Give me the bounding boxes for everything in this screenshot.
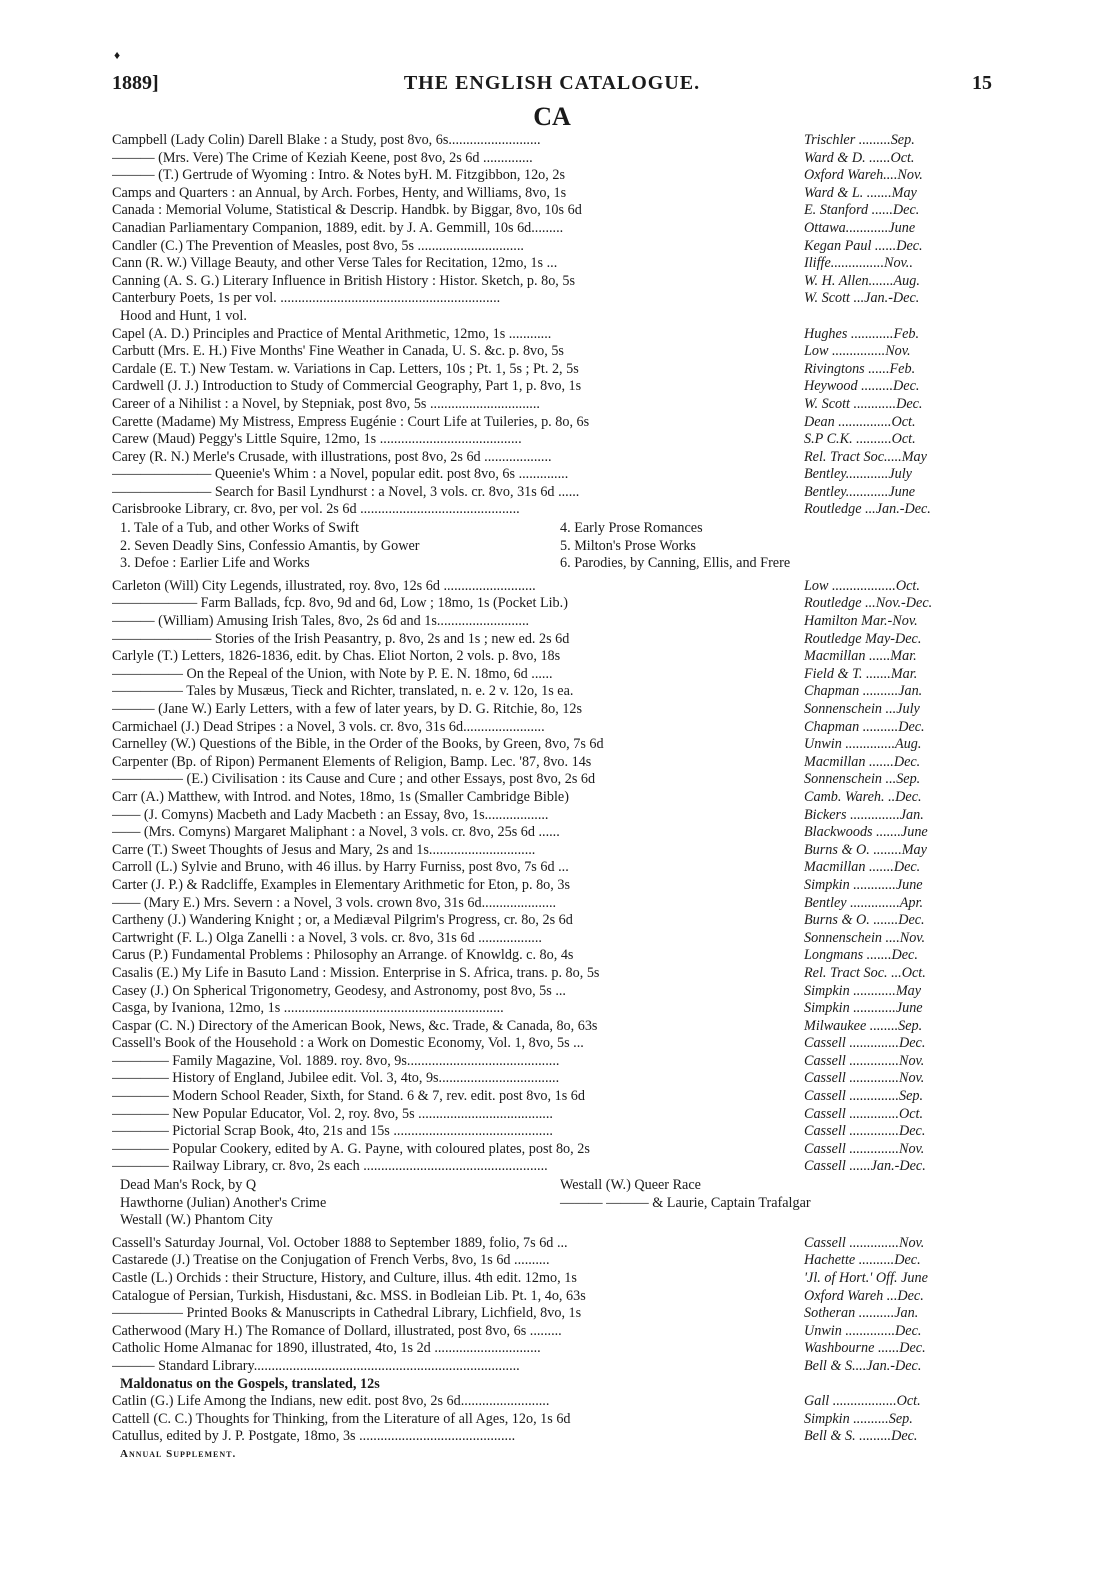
catalogue-entry xyxy=(112,343,992,361)
railway-library-list xyxy=(112,1177,992,1230)
entry-title: Casey (J.) On Spherical Trigonometry, Geodesy, and Astronomy, post 8vo, 5s ... xyxy=(112,982,566,999)
entry-publisher: Heywood .........Dec. xyxy=(804,378,920,395)
entry-title: ————— Tales by Musæus, Tieck and Richter, translated, n. e. 2 v. 12o, 1s ea. xyxy=(112,683,574,700)
entry-title: ——— (William) Amusing Irish Tales, 8vo, 2s 6d and 1s.......................... xyxy=(112,613,530,630)
continuation-note: Maldonatus on the Gospels, translated, 12s xyxy=(120,1375,380,1392)
entry-publisher: Blackwoods .......June xyxy=(804,824,928,841)
entry-publisher: Routledge May-Dec. xyxy=(804,630,922,647)
entry-publisher: Rel. Tract Soc.....May xyxy=(804,448,927,465)
catalogue-entry xyxy=(112,595,992,613)
entry-title: ————— (E.) Civilisation : its Cause and Cure ; and other Essays, post 8vo, 2s 6d xyxy=(112,771,596,788)
entry-title: Carnelley (W.) Questions of the Bible, in the Order of the Books, by Green, 8vo, 7s 6d xyxy=(112,736,604,753)
series-volume: 6. Parodies, by Canning, Ellis, and Frere xyxy=(560,555,791,572)
entry-publisher: Hachette ..........Dec. xyxy=(804,1252,921,1269)
catalogue-entry xyxy=(112,930,992,948)
catalogue-entry xyxy=(112,1053,992,1071)
entry-title: Cattell (C. C.) Thoughts for Thinking, from the Literature of all Ages, 12o, 1s 6d xyxy=(112,1410,571,1427)
entry-publisher: Cassell ..............Nov. xyxy=(804,1140,925,1157)
entries-group-b xyxy=(112,326,992,520)
catalogue-page xyxy=(112,70,992,1460)
entries-group-a xyxy=(112,132,992,308)
catalogue-entry xyxy=(112,631,992,649)
entry-publisher: Low ...............Nov. xyxy=(804,343,911,360)
entry-title: Carroll (L.) Sylvie and Bruno, with 46 illus. by Harry Furniss, post 8vo, 7s 6d ... xyxy=(112,859,569,876)
entry-publisher: Bentley ..............Apr. xyxy=(804,894,923,911)
entry-publisher: Trischler .........Sep. xyxy=(804,132,915,148)
catalogue-entry xyxy=(112,326,992,344)
catalogue-entry xyxy=(112,1035,992,1053)
entry-title: ———— Modern School Reader, Sixth, for Stand. 6 & 7, rev. edit. post 8vo, 1s 6d xyxy=(112,1088,585,1105)
entry-publisher: W. Scott ...Jan.-Dec. xyxy=(804,290,920,307)
entry-publisher: S.P C.K. ..........Oct. xyxy=(804,431,916,448)
entry-title: Cassell's Book of the Household : a Work on Domestic Economy, Vol. 1, 8vo, 5s ... xyxy=(112,1035,584,1052)
entry-publisher: Ward & D. ......Oct. xyxy=(804,149,915,166)
entry-publisher: Macmillan .......Dec. xyxy=(804,859,921,876)
entry-title: Carpenter (Bp. of Ripon) Permanent Elements of Religion, Bamp. Lec. '87, 8vo. 14s xyxy=(112,753,592,770)
entry-publisher: W. H. Allen.......Aug. xyxy=(804,272,920,289)
carisbrooke-series-list xyxy=(112,520,992,573)
entry-title: ——— (Mrs. Vere) The Crime of Keziah Keene, post 8vo, 2s 6d .............. xyxy=(112,149,533,166)
entry-title: Canning (A. S. G.) Literary Influence in British History : Histor. Sketch, p. 8o, 5s xyxy=(112,272,576,289)
entry-publisher: Bentley............July xyxy=(804,466,912,483)
entry-title: ——— (Jane W.) Early Letters, with a few of later years, by D. G. Ritchie, 8o, 12s xyxy=(112,701,583,717)
catalogue-entry xyxy=(112,1340,992,1358)
catalogue-entry xyxy=(112,1070,992,1088)
entry-title: Carette (Madame) My Mistress, Empress Eugénie : Court Life at Tuileries, p. 8o, 6s xyxy=(112,413,590,430)
entry-publisher: Macmillan ......Mar. xyxy=(804,648,917,665)
entry-title: Carter (J. P.) & Radcliffe, Examples in Elementary Arithmetic for Eton, p. 8o, 3s xyxy=(112,876,570,893)
entry-title: Campbell (Lady Colin) Darell Blake : a Study, post 8vo, 6s.......................... xyxy=(112,132,541,148)
entry-title: Capel (A. D.) Principles and Practice of Mental Arithmetic, 12mo, 1s ............ xyxy=(112,325,552,342)
entry-publisher: Sotheran ..........Jan. xyxy=(804,1305,919,1322)
page-number: 15 xyxy=(972,72,992,94)
entry-title: Candler (C.) The Prevention of Measles, post 8vo, 5s .............................. xyxy=(112,237,524,254)
catalogue-entry xyxy=(112,666,992,684)
section-letter: CA xyxy=(533,102,571,131)
entry-title: Cartheny (J.) Wandering Knight ; or, a Mediæval Pilgrim's Progress, cr. 8o, 2s 6d xyxy=(112,912,573,929)
catalogue-entry xyxy=(112,947,992,965)
entry-publisher: Sonnenschein ....Nov. xyxy=(804,929,926,946)
series-volume: 2. Seven Deadly Sins, Confessio Amantis, by Gower xyxy=(120,537,420,554)
entry-title: ——————— Stories of the Irish Peasantry, p. 8vo, 2s and 1s ; new ed. 2s 6d xyxy=(112,630,570,647)
entry-publisher: Rivingtons ......Feb. xyxy=(804,360,916,377)
entry-title: Career of a Nihilist : a Novel, by Stepniak, post 8vo, 5s ............................... xyxy=(112,395,540,412)
entry-publisher: Simpkin ............June xyxy=(804,1000,923,1017)
catalogue-entry xyxy=(112,1158,992,1176)
page-header xyxy=(112,70,992,104)
catalogue-entry xyxy=(112,701,992,719)
entry-title: ————— On the Repeal of the Union, with Note by P. E. N. 18mo, 6d ...... xyxy=(112,665,553,682)
series-volume: Dead Man's Rock, by Q xyxy=(120,1177,257,1194)
catalogue-entry xyxy=(112,1393,992,1411)
entry-title: Carew (Maud) Peggy's Little Squire, 12mo, 1s ........................................ xyxy=(112,431,522,448)
entry-title: Canterbury Poets, 1s per vol. .............................................................. xyxy=(112,290,501,307)
catalogue-entry xyxy=(112,1288,992,1306)
catalogue-entry xyxy=(112,185,992,203)
entry-publisher: Cassell ..............Oct. xyxy=(804,1105,924,1122)
entry-title: Casga, by Ivaniona, 12mo, 1s .............................................................. xyxy=(112,1000,504,1017)
catalogue-entry xyxy=(112,1323,992,1341)
catalogue-entry xyxy=(112,719,992,737)
entry-title: Carmichael (J.) Dead Stripes : a Novel, 3 vols. cr. 8vo, 31s 6d....................... xyxy=(112,718,545,735)
entry-title: Cardwell (J. J.) Introduction to Study of Commercial Geography, Part 1, p. 8vo, 1s xyxy=(112,378,582,395)
ink-mark: ♦ xyxy=(114,48,121,62)
catalogue-entry xyxy=(112,449,992,467)
catalogue-entry xyxy=(112,238,992,256)
entry-publisher: Cassell ..............Dec. xyxy=(804,1035,926,1052)
catalogue-entry xyxy=(112,273,992,291)
catalogue-entry xyxy=(112,501,992,519)
series-volume: 4. Early Prose Romances xyxy=(560,520,703,537)
entry-publisher: Simpkin ..........Sep. xyxy=(804,1410,913,1427)
entry-title: Castarede (J.) Treatise on the Conjugation of French Verbs, 8vo, 1s 6d .......... xyxy=(112,1252,550,1269)
entry-title: ———— New Popular Educator, Vol. 2, roy. 8vo, 5s ...................................... xyxy=(112,1105,553,1122)
catalogue-entry xyxy=(112,255,992,273)
catalogue-entry xyxy=(112,378,992,396)
entry-title: ———— Popular Cookery, edited by A. G. Payne, with coloured plates, post 8o, 2s xyxy=(112,1140,590,1157)
entry-title: Cann (R. W.) Village Beauty, and other Verse Tales for Recitation, 12mo, 1s ... xyxy=(112,255,558,272)
page-footer: Annual Supplement. xyxy=(120,1447,237,1460)
entry-publisher: Simpkin ............June xyxy=(804,876,923,893)
catalogue-entry xyxy=(112,648,992,666)
entry-publisher: Cassell ..............Nov. xyxy=(804,1052,925,1069)
entry-title: Carey (R. N.) Merle's Crusade, with illustrations, post 8vo, 2s 6d ................... xyxy=(112,448,552,465)
entry-publisher: 'Jl. of Hort.' Off. June xyxy=(804,1270,928,1286)
catalogue-entry xyxy=(112,736,992,754)
entry-publisher: Cassell ..............Dec. xyxy=(804,1123,926,1140)
catalogue-entry xyxy=(112,983,992,1001)
entry-title: Carre (T.) Sweet Thoughts of Jesus and Mary, 2s and 1s.............................. xyxy=(112,841,536,858)
entry-publisher: Routledge ...Jan.-Dec. xyxy=(804,501,931,518)
entry-title: ——————— Search for Basil Lyndhurst : a Novel, 3 vols. cr. 8vo, 31s 6d ...... xyxy=(112,483,580,500)
series-volume: ——— ——— & Laurie, Captain Trafalgar xyxy=(560,1194,811,1211)
entry-publisher: Routledge ...Nov.-Dec. xyxy=(804,595,933,612)
entry-title: ——— (T.) Gertrude of Wyoming : Intro. & Notes byH. M. Fitzgibbon, 12o, 2s xyxy=(112,167,565,184)
entry-title: ————— Printed Books & Manuscripts in Cathedral Library, Lichfield, 8vo, 1s xyxy=(112,1305,582,1322)
entry-publisher: E. Stanford ......Dec. xyxy=(804,202,920,219)
entry-title: Catlin (G.) Life Among the Indians, new edit. post 8vo, 2s 6d......................... xyxy=(112,1393,550,1410)
entry-publisher: Burns & O. .......Dec. xyxy=(804,912,925,929)
entry-publisher: Kegan Paul ......Dec. xyxy=(804,237,923,254)
series-volume: Hawthorne (Julian) Another's Crime xyxy=(120,1194,327,1211)
catalogue-entry xyxy=(112,877,992,895)
series-volume: Westall (W.) Queer Race xyxy=(560,1177,701,1194)
catalogue-entry xyxy=(112,754,992,772)
catalogue-entry xyxy=(112,290,992,308)
entry-publisher: Cassell ..............Nov. xyxy=(804,1070,925,1087)
entry-title: Carus (P.) Fundamental Problems : Philosophy an Arrange. of Knowldg. c. 8o, 4s xyxy=(112,947,574,964)
catalogue-entry xyxy=(112,396,992,414)
entries-group-c xyxy=(112,578,992,1176)
catalogue-entry xyxy=(112,1428,992,1446)
entry-title: Carleton (Will) City Legends, illustrated, roy. 8vo, 12s 6d .......................... xyxy=(112,577,536,594)
catalogue-entry xyxy=(112,1018,992,1036)
entry-title: Catherwood (Mary H.) The Romance of Dollard, illustrated, post 8vo, 6s ......... xyxy=(112,1322,562,1339)
entry-title: —————— Farm Ballads, fcp. 8vo, 9d and 6d, Low ; 18mo, 1s (Pocket Lib.) xyxy=(112,595,568,612)
catalogue-entry xyxy=(112,1235,992,1253)
entry-title: Carlyle (T.) Letters, 1826-1836, edit. by Chas. Eliot Norton, 2 vols. p. 8vo, 18s xyxy=(112,648,561,665)
catalogue-entry xyxy=(112,789,992,807)
entry-publisher: Chapman ..........Dec. xyxy=(804,718,925,735)
catalogue-entry xyxy=(112,842,992,860)
entry-publisher: Bell & S....Jan.-Dec. xyxy=(804,1357,922,1374)
catalogue-entry xyxy=(112,912,992,930)
entry-title: Catullus, edited by J. P. Postgate, 18mo, 3s ............................................ xyxy=(112,1428,516,1445)
entry-publisher: Rel. Tract Soc. ...Oct. xyxy=(804,964,926,981)
entry-publisher: Hughes ............Feb. xyxy=(804,325,920,342)
entry-publisher: Macmillan .......Dec. xyxy=(804,753,921,770)
catalogue-entry xyxy=(112,613,992,631)
header-title: THE ENGLISH CATALOGUE. xyxy=(403,72,701,94)
entry-publisher: W. Scott ............Dec. xyxy=(804,395,923,412)
entry-publisher: Cassell ..............Nov. xyxy=(804,1234,925,1251)
entry-publisher: Bentley............June xyxy=(804,483,916,500)
entry-title: ———— Pictorial Scrap Book, 4to, 21s and 15s ............................................. xyxy=(112,1123,553,1140)
entry-publisher: Washbourne ......Dec. xyxy=(804,1340,926,1357)
entry-publisher: Unwin ..............Aug. xyxy=(804,736,922,753)
entry-publisher: Cassell ..............Sep. xyxy=(804,1088,924,1105)
entry-publisher: Chapman ..........Jan. xyxy=(804,683,923,700)
catalogue-entry xyxy=(112,1106,992,1124)
entry-publisher: Burns & O. ........May xyxy=(804,841,927,858)
entry-publisher: Ward & L. .......May xyxy=(804,184,917,201)
entry-publisher: Simpkin ............May xyxy=(804,982,922,999)
catalogue-entry xyxy=(112,167,992,185)
entry-publisher: Sonnenschein ...July xyxy=(804,701,920,717)
catalogue-entry xyxy=(112,771,992,789)
catalogue-entry xyxy=(112,1123,992,1141)
continuation-note: Hood and Hunt, 1 vol. xyxy=(120,307,247,324)
catalogue-entry xyxy=(112,1358,992,1376)
series-volume xyxy=(560,1212,990,1230)
entry-title: Catalogue of Persian, Turkish, Hisdustani, &c. MSS. in Bodleian Lib. Pt. 1, 4o, 63s xyxy=(112,1287,586,1304)
entry-publisher: Low ..................Oct. xyxy=(804,577,920,594)
catalogue-entry xyxy=(112,150,992,168)
catalogue-entry xyxy=(112,1141,992,1159)
entry-title: Camps and Quarters : an Annual, by Arch. Forbes, Henty, and Williams, 8vo, 1s xyxy=(112,184,567,201)
entry-title: —— (Mary E.) Mrs. Severn : a Novel, 3 vols. crown 8vo, 31s 6d..................... xyxy=(112,894,557,911)
entry-publisher: Cassell ......Jan.-Dec. xyxy=(804,1158,926,1175)
catalogue-entry xyxy=(112,1411,992,1429)
catalogue-entry xyxy=(112,414,992,432)
entry-title: Cardale (E. T.) New Testam. w. Variations in Cap. Letters, 10s ; Pt. 1, 5s ; Pt. 2, 5s xyxy=(112,360,579,377)
entry-publisher: Gall ..................Oct. xyxy=(804,1393,921,1410)
catalogue-entry xyxy=(112,220,992,238)
entry-publisher: Field & T. .......Mar. xyxy=(804,665,918,682)
series-volume: Westall (W.) Phantom City xyxy=(120,1212,273,1229)
series-volume: 1. Tale of a Tub, and other Works of Swift xyxy=(120,520,359,537)
entry-title: ——— Standard Library........................................................................... xyxy=(112,1357,520,1374)
catalogue-entry xyxy=(112,361,992,379)
entry-publisher: Bell & S. .........Dec. xyxy=(804,1428,918,1445)
catalogue-entry xyxy=(112,484,992,502)
catalogue-entry xyxy=(112,1088,992,1106)
catalogue-entry xyxy=(112,683,992,701)
entries-group-d xyxy=(112,1235,992,1376)
entry-publisher: Oxford Wareh ...Dec. xyxy=(804,1287,924,1304)
entry-title: Carisbrooke Library, cr. 8vo, per vol. 2s 6d ............................................. xyxy=(112,501,520,518)
entry-title: Canadian Parliamentary Companion, 1889, edit. by J. A. Gemmill, 10s 6d......... xyxy=(112,219,564,236)
entry-publisher: Sonnenschein ...Sep. xyxy=(804,771,921,788)
series-volume: 3. Defoe : Earlier Life and Works xyxy=(120,555,310,572)
catalogue-entry xyxy=(112,1305,992,1323)
entry-publisher: Bickers ..............Jan. xyxy=(804,806,924,823)
entry-title: Cassell's Saturday Journal, Vol. October 1888 to September 1889, folio, 7s 6d ... xyxy=(112,1234,568,1251)
entry-title: ———— Railway Library, cr. 8vo, 2s each .................................................... xyxy=(112,1158,548,1175)
series-volume: 5. Milton's Prose Works xyxy=(560,537,696,554)
entry-title: —— (J. Comyns) Macbeth and Lady Macbeth : an Essay, 8vo, 1s.................. xyxy=(112,806,549,823)
entry-title: Caspar (C. N.) Directory of the American Book, News, &c. Trade, & Canada, 8o, 63s xyxy=(112,1017,598,1034)
entry-publisher: Oxford Wareh....Nov. xyxy=(804,167,923,184)
entry-publisher: Dean ...............Oct. xyxy=(804,413,916,430)
entry-title: Cartwright (F. L.) Olga Zanelli : a Novel, 3 vols. cr. 8vo, 31s 6d .................. xyxy=(112,929,542,946)
entry-publisher: Longmans .......Dec. xyxy=(804,947,918,964)
catalogue-entry xyxy=(112,431,992,449)
catalogue-entry xyxy=(112,202,992,220)
entry-title: ———— Family Magazine, Vol. 1889. roy. 8vo, 9s........................................... xyxy=(112,1052,560,1069)
header-year: 1889] xyxy=(112,72,159,94)
entry-publisher: Camb. Wareh. ..Dec. xyxy=(804,788,922,805)
entry-title: Catholic Home Almanac for 1890, illustrated, 4to, 1s 2d .............................. xyxy=(112,1340,541,1357)
entry-publisher: Hamilton Mar.-Nov. xyxy=(804,613,918,630)
catalogue-entry xyxy=(112,578,992,596)
entry-publisher: Iliffe...............Nov.. xyxy=(804,255,913,272)
entries-group-e xyxy=(112,1393,992,1446)
catalogue-entry xyxy=(112,824,992,842)
entry-title: ——————— Queenie's Whim : a Novel, popular edit. post 8vo, 6s .............. xyxy=(112,466,569,483)
entry-publisher: Milwaukee ........Sep. xyxy=(804,1017,923,1034)
catalogue-entry xyxy=(112,132,992,150)
catalogue-entry xyxy=(112,807,992,825)
catalogue-entry xyxy=(112,895,992,913)
entry-publisher: Unwin ..............Dec. xyxy=(804,1322,922,1339)
catalogue-entry xyxy=(112,965,992,983)
entry-title: Carbutt (Mrs. E. H.) Five Months' Fine Weather in Canada, U. S. &c. p. 8vo, 5s xyxy=(112,343,564,360)
entry-publisher: Ottawa............June xyxy=(804,219,916,236)
entry-title: Casalis (E.) My Life in Basuto Land : Mission. Enterprise in S. Africa, trans. p. 8o, 5s xyxy=(112,964,600,981)
entry-title: Carr (A.) Matthew, with Introd. and Notes, 18mo, 1s (Smaller Cambridge Bible) xyxy=(112,788,569,805)
catalogue-entry xyxy=(112,1000,992,1018)
entry-title: Canada : Memorial Volume, Statistical & Descrip. Handbk. by Biggar, 8vo, 10s 6d xyxy=(112,202,582,219)
catalogue-entry xyxy=(112,1270,992,1288)
entry-title: Castle (L.) Orchids : their Structure, History, and Culture, illus. 4th edit. 12mo, 1s xyxy=(112,1270,577,1286)
entry-title: ———— History of England, Jubilee edit. Vol. 3, 4to, 9s.................................. xyxy=(112,1070,560,1087)
catalogue-entry xyxy=(112,1252,992,1270)
catalogue-entry xyxy=(112,466,992,484)
entry-title: —— (Mrs. Comyns) Margaret Maliphant : a Novel, 3 vols. cr. 8vo, 25s 6d ...... xyxy=(112,824,560,841)
catalogue-entry xyxy=(112,859,992,877)
